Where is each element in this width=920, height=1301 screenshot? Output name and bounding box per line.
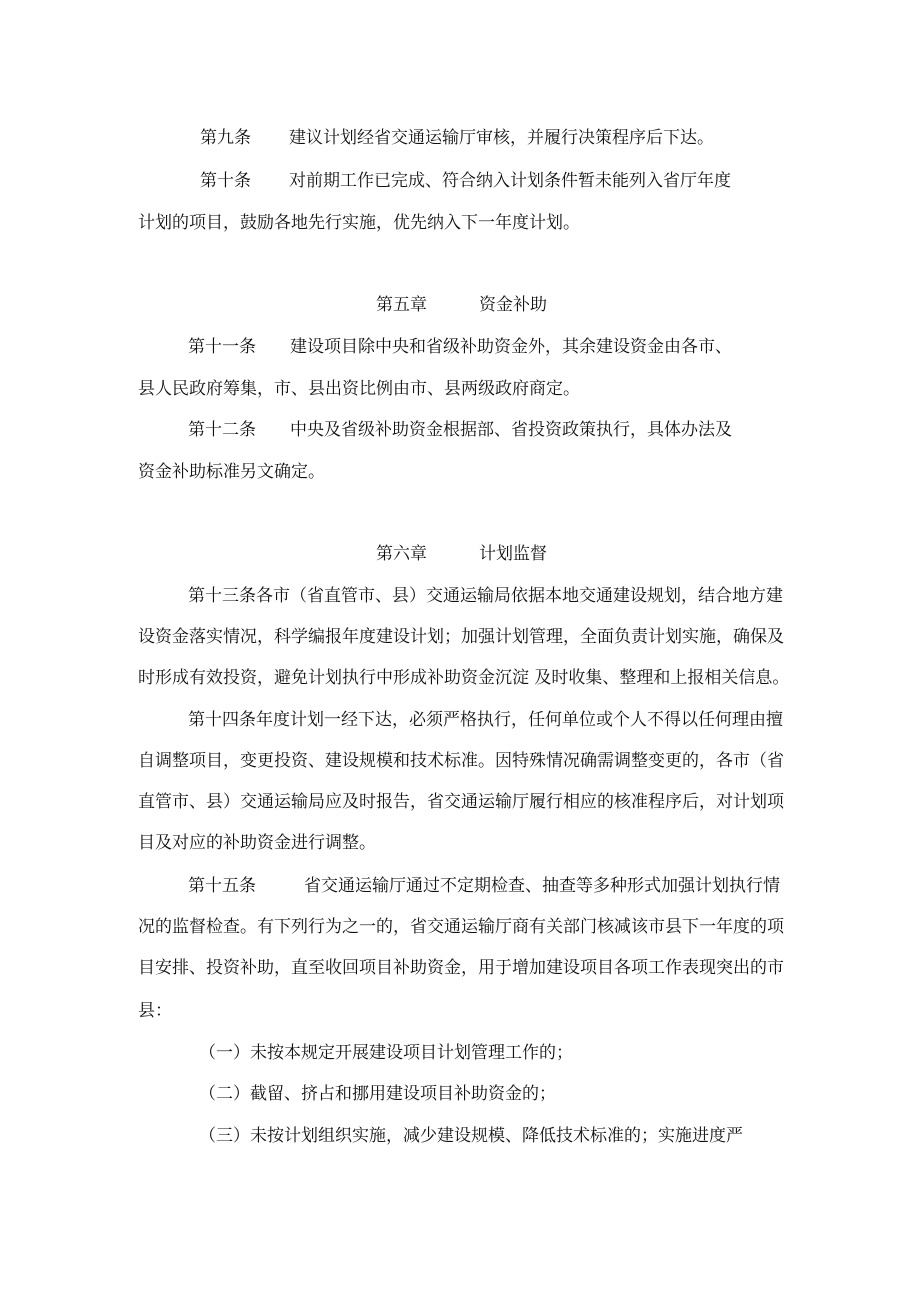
article-11-text-2: 县人民政府筹集，市、县出资比例由市、县两级政府商定。 <box>138 379 580 399</box>
chapter-6-title: 计划监督 <box>479 544 547 564</box>
article-11-text-1: 建设项目除中央和省级补助资金外，其余建设资金由各市、 <box>290 337 732 357</box>
article-15-text-4: 县： <box>138 1001 172 1021</box>
article-15-text-3: 目安排、投资补助，直至收回项目补助资金，用于增加建设项目各项工作表现突出的市 <box>138 958 784 978</box>
article-14-text-4: 目及对应的补助资金进行调整。 <box>138 833 376 853</box>
article-13-text-3: 时形成有效投资，避免计划执行中形成补助资金沉淀 及时收集、整理和上报相关信息。 <box>138 668 790 688</box>
article-10-label: 第十条 <box>200 171 251 191</box>
chapter-5-title: 资金补助 <box>479 295 547 315</box>
article-14-text-3: 直管市、县）交通运输局应及时报告，省交通运输厅履行相应的核准程序后，对计划项 <box>138 792 784 812</box>
article-15-text-1: 省交通运输厅通过不定期检查、抽查等多种形式加强计划执行情 <box>304 876 780 896</box>
list-item: （一）未按本规定开展建设项目计划管理工作的； <box>199 1043 573 1063</box>
article-9-label: 第九条 <box>200 128 251 148</box>
article-9 <box>200 126 714 150</box>
article-15-text-2: 况的监督检查。有下列行为之一的，省交通运输厅商有关部门核减该市县下一年度的项 <box>138 917 784 937</box>
article-10-text-2: 计划的项目，鼓励各地先行实施，优先纳入下一年度计划。 <box>138 213 580 233</box>
article-15-label: 第十五条 <box>188 876 256 896</box>
article-13-text-2: 设资金落实情况，科学编报年度建设计划；加强计划管理，全面负责计划实施，确保及 <box>138 627 784 647</box>
article-12-label: 第十二条 <box>188 420 256 440</box>
article-11-label: 第十一条 <box>188 337 256 357</box>
article-15 <box>188 874 780 898</box>
article-14-text-2: 自调整项目，变更投资、建设规模和技术标准。因特殊情况确需调整变更的，各市（省 <box>138 751 784 771</box>
article-12-text-1: 中央及省级补助资金根据部、省投资政策执行，具体办法及 <box>290 420 732 440</box>
article-9-text: 建议计划经省交通运输厅审核，并履行决策程序后下达。 <box>289 128 714 148</box>
article-12-text-2: 资金补助标准另文确定。 <box>138 462 325 482</box>
article-12 <box>188 418 732 442</box>
chapter-6-heading <box>376 542 547 566</box>
chapter-5-heading <box>376 293 547 317</box>
chapter-6-number: 第六章 <box>376 544 427 564</box>
article-13-text-1: 第十三条各市（省直管市、县）交通运输局依据本地交通建设规划，结合地方建 <box>188 586 783 606</box>
chapter-5-number: 第五章 <box>376 295 427 315</box>
article-11 <box>188 335 732 359</box>
list-item: （二）截留、挤占和挪用建设项目补助资金的； <box>199 1084 556 1104</box>
list-item: （三）未按计划组织实施，减少建设规模、降低技术标准的；实施进度严 <box>199 1126 743 1146</box>
article-10-text-1: 对前期工作已完成、符合纳入计划条件暂未能列入省厅年度 <box>289 171 731 191</box>
article-10 <box>200 169 731 193</box>
article-14-text-1: 第十四条年度计划一经下达，必须严格执行，任何单位或个人不得以任何理由擅 <box>188 710 783 730</box>
